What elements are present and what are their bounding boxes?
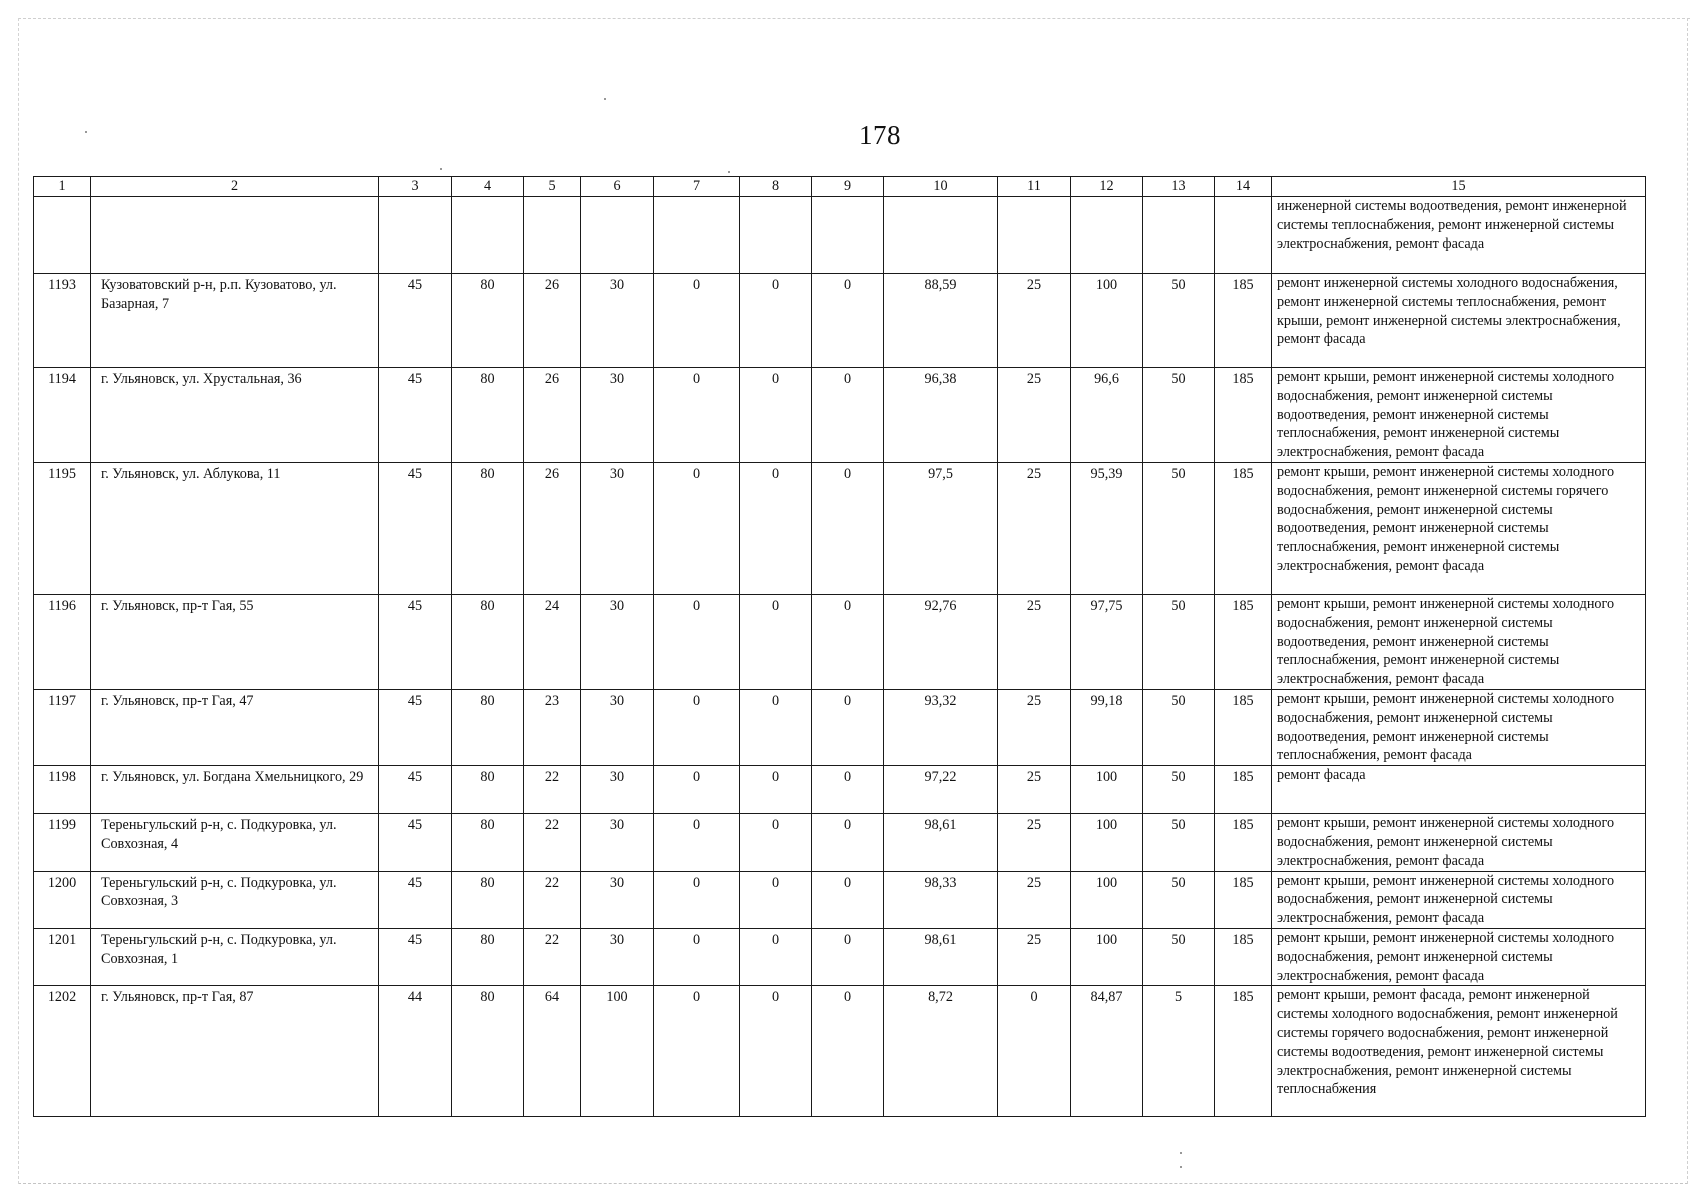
address-cell: г. Ульяновск, пр-т Гая, 47 bbox=[91, 689, 379, 765]
value-cell: 50 bbox=[1143, 814, 1215, 871]
address-cell: г. Ульяновск, ул. Богдана Хмельницкого, 29 bbox=[91, 766, 379, 814]
value-cell: 0 bbox=[740, 368, 812, 463]
address-cell: Кузоватовский р-н, р.п. Кузоватово, ул. Базарная, 7 bbox=[91, 274, 379, 368]
table-cell bbox=[379, 197, 452, 274]
value-cell: 96,38 bbox=[884, 368, 998, 463]
works-cell: ремонт крыши, ремонт инженерной системы холодного водоснабжения, ремонт инженерной системы водоотведения, ремонт инженерной системы теплоснабжения, ремонт фасада bbox=[1272, 689, 1646, 765]
scan-speck bbox=[1180, 1166, 1182, 1168]
column-header: 3 bbox=[379, 177, 452, 197]
table-cell bbox=[812, 197, 884, 274]
column-header: 14 bbox=[1215, 177, 1272, 197]
column-header: 4 bbox=[452, 177, 524, 197]
works-cell: ремонт крыши, ремонт инженерной системы холодного водоснабжения, ремонт инженерной системы электроснабжения, ремонт фасада bbox=[1272, 871, 1646, 928]
works-cell: ремонт крыши, ремонт инженерной системы холодного водоснабжения, ремонт инженерной системы водоотведения, ремонт инженерной системы теплоснабжения, ремонт инженерной системы электроснабжения, ремонт фасада bbox=[1272, 368, 1646, 463]
value-cell: 30 bbox=[581, 689, 654, 765]
column-number-row bbox=[34, 177, 1646, 197]
value-cell: 0 bbox=[812, 689, 884, 765]
value-cell: 185 bbox=[1215, 274, 1272, 368]
column-header: 9 bbox=[812, 177, 884, 197]
value-cell: 97,22 bbox=[884, 766, 998, 814]
value-cell: 97,5 bbox=[884, 462, 998, 594]
value-cell: 50 bbox=[1143, 928, 1215, 985]
value-cell: 98,61 bbox=[884, 928, 998, 985]
column-header: 11 bbox=[998, 177, 1071, 197]
table-row bbox=[34, 871, 1646, 928]
row-number-cell: 1200 bbox=[34, 871, 91, 928]
address-cell: г. Ульяновск, пр-т Гая, 87 bbox=[91, 986, 379, 1117]
row-number-cell: 1198 bbox=[34, 766, 91, 814]
value-cell: 0 bbox=[812, 766, 884, 814]
value-cell: 24 bbox=[524, 594, 581, 689]
value-cell: 80 bbox=[452, 814, 524, 871]
value-cell: 50 bbox=[1143, 594, 1215, 689]
value-cell: 0 bbox=[812, 986, 884, 1117]
table-cell bbox=[524, 197, 581, 274]
table-row bbox=[34, 274, 1646, 368]
works-cell: ремонт крыши, ремонт инженерной системы холодного водоснабжения, ремонт инженерной системы электроснабжения, ремонт фасада bbox=[1272, 814, 1646, 871]
value-cell: 185 bbox=[1215, 689, 1272, 765]
scan-speck bbox=[440, 168, 442, 170]
value-cell: 0 bbox=[812, 814, 884, 871]
value-cell: 88,59 bbox=[884, 274, 998, 368]
value-cell: 45 bbox=[379, 274, 452, 368]
value-cell: 30 bbox=[581, 814, 654, 871]
value-cell: 80 bbox=[452, 986, 524, 1117]
works-cell: ремонт инженерной системы холодного водоснабжения, ремонт инженерной системы теплоснабжения, ремонт крыши, ремонт инженерной системы электроснабжения, ремонт фасада bbox=[1272, 274, 1646, 368]
column-header: 10 bbox=[884, 177, 998, 197]
value-cell: 25 bbox=[998, 274, 1071, 368]
value-cell: 0 bbox=[654, 814, 740, 871]
value-cell: 0 bbox=[654, 766, 740, 814]
value-cell: 0 bbox=[654, 928, 740, 985]
value-cell: 0 bbox=[654, 368, 740, 463]
value-cell: 0 bbox=[812, 368, 884, 463]
works-cell: инженерной системы водоотведения, ремонт инженерной системы теплоснабжения, ремонт инженерной системы электроснабжения, ремонт фасада bbox=[1272, 197, 1646, 274]
table-row bbox=[34, 766, 1646, 814]
address-cell: Тереньгульский р-н, с. Подкуровка, ул. Совхозная, 4 bbox=[91, 814, 379, 871]
column-header: 15 bbox=[1272, 177, 1646, 197]
value-cell: 25 bbox=[998, 462, 1071, 594]
value-cell: 185 bbox=[1215, 766, 1272, 814]
scan-edge-left bbox=[18, 18, 19, 1184]
table-cell bbox=[452, 197, 524, 274]
column-header: 7 bbox=[654, 177, 740, 197]
value-cell: 80 bbox=[452, 274, 524, 368]
table-cell bbox=[1071, 197, 1143, 274]
value-cell: 0 bbox=[998, 986, 1071, 1117]
value-cell: 50 bbox=[1143, 274, 1215, 368]
value-cell: 0 bbox=[812, 871, 884, 928]
value-cell: 80 bbox=[452, 689, 524, 765]
value-cell: 45 bbox=[379, 689, 452, 765]
value-cell: 30 bbox=[581, 766, 654, 814]
value-cell: 100 bbox=[1071, 871, 1143, 928]
table-row bbox=[34, 594, 1646, 689]
value-cell: 185 bbox=[1215, 986, 1272, 1117]
table-row bbox=[34, 689, 1646, 765]
scan-edge-bottom bbox=[18, 1183, 1688, 1184]
scan-speck bbox=[604, 98, 606, 100]
value-cell: 0 bbox=[740, 689, 812, 765]
scan-edge-right bbox=[1687, 18, 1688, 1184]
value-cell: 80 bbox=[452, 871, 524, 928]
address-cell: г. Ульяновск, пр-т Гая, 55 bbox=[91, 594, 379, 689]
table-cell bbox=[998, 197, 1071, 274]
value-cell: 25 bbox=[998, 594, 1071, 689]
column-header: 12 bbox=[1071, 177, 1143, 197]
value-cell: 0 bbox=[740, 274, 812, 368]
value-cell: 0 bbox=[740, 814, 812, 871]
value-cell: 0 bbox=[740, 594, 812, 689]
value-cell: 23 bbox=[524, 689, 581, 765]
table-cell bbox=[34, 197, 91, 274]
value-cell: 22 bbox=[524, 928, 581, 985]
scan-edge-top bbox=[18, 18, 1690, 19]
table-row bbox=[34, 986, 1646, 1117]
value-cell: 185 bbox=[1215, 871, 1272, 928]
value-cell: 0 bbox=[812, 594, 884, 689]
value-cell: 25 bbox=[998, 814, 1071, 871]
value-cell: 96,6 bbox=[1071, 368, 1143, 463]
table-row bbox=[34, 462, 1646, 594]
table-cell bbox=[884, 197, 998, 274]
column-header: 13 bbox=[1143, 177, 1215, 197]
value-cell: 185 bbox=[1215, 368, 1272, 463]
repair-program-table bbox=[33, 176, 1646, 1117]
scan-speck bbox=[1180, 1152, 1182, 1154]
row-number-cell: 1193 bbox=[34, 274, 91, 368]
value-cell: 95,39 bbox=[1071, 462, 1143, 594]
value-cell: 22 bbox=[524, 814, 581, 871]
value-cell: 0 bbox=[740, 871, 812, 928]
table-cell bbox=[654, 197, 740, 274]
value-cell: 50 bbox=[1143, 766, 1215, 814]
value-cell: 45 bbox=[379, 368, 452, 463]
value-cell: 45 bbox=[379, 766, 452, 814]
value-cell: 30 bbox=[581, 594, 654, 689]
value-cell: 8,72 bbox=[884, 986, 998, 1117]
value-cell: 100 bbox=[1071, 928, 1143, 985]
value-cell: 50 bbox=[1143, 368, 1215, 463]
value-cell: 22 bbox=[524, 766, 581, 814]
value-cell: 30 bbox=[581, 462, 654, 594]
value-cell: 25 bbox=[998, 368, 1071, 463]
address-cell: Тереньгульский р-н, с. Подкуровка, ул. Совхозная, 3 bbox=[91, 871, 379, 928]
column-header: 6 bbox=[581, 177, 654, 197]
value-cell: 22 bbox=[524, 871, 581, 928]
table-cell bbox=[581, 197, 654, 274]
value-cell: 0 bbox=[740, 462, 812, 594]
value-cell: 80 bbox=[452, 928, 524, 985]
value-cell: 185 bbox=[1215, 928, 1272, 985]
value-cell: 80 bbox=[452, 594, 524, 689]
column-header: 2 bbox=[91, 177, 379, 197]
value-cell: 0 bbox=[654, 594, 740, 689]
value-cell: 100 bbox=[1071, 274, 1143, 368]
value-cell: 97,75 bbox=[1071, 594, 1143, 689]
value-cell: 80 bbox=[452, 368, 524, 463]
works-cell: ремонт крыши, ремонт инженерной системы холодного водоснабжения, ремонт инженерной системы водоотведения, ремонт инженерной системы теплоснабжения, ремонт инженерной системы электроснабжения, ремонт фасада bbox=[1272, 594, 1646, 689]
works-cell: ремонт крыши, ремонт инженерной системы холодного водоснабжения, ремонт инженерной системы горячего водоснабжения, ремонт инженерной системы водоотведения, ремонт инженерной системы теплоснабжения, ремонт инженерной системы электроснабжения, ремонт фасада bbox=[1272, 462, 1646, 594]
table-cell bbox=[1143, 197, 1215, 274]
value-cell: 45 bbox=[379, 928, 452, 985]
value-cell: 64 bbox=[524, 986, 581, 1117]
value-cell: 0 bbox=[654, 689, 740, 765]
column-header: 1 bbox=[34, 177, 91, 197]
value-cell: 100 bbox=[1071, 766, 1143, 814]
value-cell: 50 bbox=[1143, 871, 1215, 928]
row-number-cell: 1199 bbox=[34, 814, 91, 871]
row-number-cell: 1195 bbox=[34, 462, 91, 594]
value-cell: 0 bbox=[740, 766, 812, 814]
value-cell: 0 bbox=[654, 986, 740, 1117]
row-number-cell: 1201 bbox=[34, 928, 91, 985]
address-cell: г. Ульяновск, ул. Хрустальная, 36 bbox=[91, 368, 379, 463]
address-cell: Тереньгульский р-н, с. Подкуровка, ул. Совхозная, 1 bbox=[91, 928, 379, 985]
value-cell: 50 bbox=[1143, 462, 1215, 594]
value-cell: 44 bbox=[379, 986, 452, 1117]
value-cell: 45 bbox=[379, 814, 452, 871]
works-cell: ремонт крыши, ремонт инженерной системы холодного водоснабжения, ремонт инженерной системы электроснабжения, ремонт фасада bbox=[1272, 928, 1646, 985]
works-cell: ремонт фасада bbox=[1272, 766, 1646, 814]
value-cell: 30 bbox=[581, 871, 654, 928]
column-header: 5 bbox=[524, 177, 581, 197]
value-cell: 25 bbox=[998, 689, 1071, 765]
value-cell: 45 bbox=[379, 462, 452, 594]
value-cell: 84,87 bbox=[1071, 986, 1143, 1117]
row-number-cell: 1197 bbox=[34, 689, 91, 765]
value-cell: 185 bbox=[1215, 594, 1272, 689]
scan-speck bbox=[728, 171, 730, 173]
value-cell: 0 bbox=[812, 274, 884, 368]
value-cell: 185 bbox=[1215, 814, 1272, 871]
row-number-cell: 1196 bbox=[34, 594, 91, 689]
value-cell: 92,76 bbox=[884, 594, 998, 689]
value-cell: 0 bbox=[654, 871, 740, 928]
value-cell: 0 bbox=[740, 928, 812, 985]
value-cell: 0 bbox=[654, 462, 740, 594]
value-cell: 185 bbox=[1215, 462, 1272, 594]
value-cell: 98,61 bbox=[884, 814, 998, 871]
value-cell: 80 bbox=[452, 766, 524, 814]
value-cell: 25 bbox=[998, 928, 1071, 985]
value-cell: 45 bbox=[379, 871, 452, 928]
value-cell: 100 bbox=[581, 986, 654, 1117]
table-row bbox=[34, 368, 1646, 463]
continued-row bbox=[34, 197, 1646, 274]
value-cell: 26 bbox=[524, 462, 581, 594]
table-cell bbox=[91, 197, 379, 274]
value-cell: 0 bbox=[812, 462, 884, 594]
value-cell: 0 bbox=[740, 986, 812, 1117]
address-cell: г. Ульяновск, ул. Аблукова, 11 bbox=[91, 462, 379, 594]
table-cell bbox=[1215, 197, 1272, 274]
value-cell: 26 bbox=[524, 368, 581, 463]
value-cell: 100 bbox=[1071, 814, 1143, 871]
value-cell: 25 bbox=[998, 766, 1071, 814]
value-cell: 0 bbox=[812, 928, 884, 985]
value-cell: 99,18 bbox=[1071, 689, 1143, 765]
value-cell: 98,33 bbox=[884, 871, 998, 928]
works-cell: ремонт крыши, ремонт фасада, ремонт инженерной системы холодного водоснабжения, ремонт инженерной системы горячего водоснабжения, ремонт инженерной системы водоотведения, ремонт инженерной системы электроснабжения, ремонт инженерной системы теплоснабжения bbox=[1272, 986, 1646, 1117]
value-cell: 50 bbox=[1143, 689, 1215, 765]
table-cell bbox=[740, 197, 812, 274]
table-row bbox=[34, 928, 1646, 985]
value-cell: 25 bbox=[998, 871, 1071, 928]
column-header: 8 bbox=[740, 177, 812, 197]
value-cell: 45 bbox=[379, 594, 452, 689]
value-cell: 5 bbox=[1143, 986, 1215, 1117]
table-row bbox=[34, 814, 1646, 871]
value-cell: 80 bbox=[452, 462, 524, 594]
value-cell: 30 bbox=[581, 928, 654, 985]
value-cell: 30 bbox=[581, 368, 654, 463]
row-number-cell: 1202 bbox=[34, 986, 91, 1117]
row-number-cell: 1194 bbox=[34, 368, 91, 463]
page-number: 178 bbox=[859, 120, 901, 150]
value-cell: 0 bbox=[654, 274, 740, 368]
value-cell: 30 bbox=[581, 274, 654, 368]
value-cell: 93,32 bbox=[884, 689, 998, 765]
value-cell: 26 bbox=[524, 274, 581, 368]
